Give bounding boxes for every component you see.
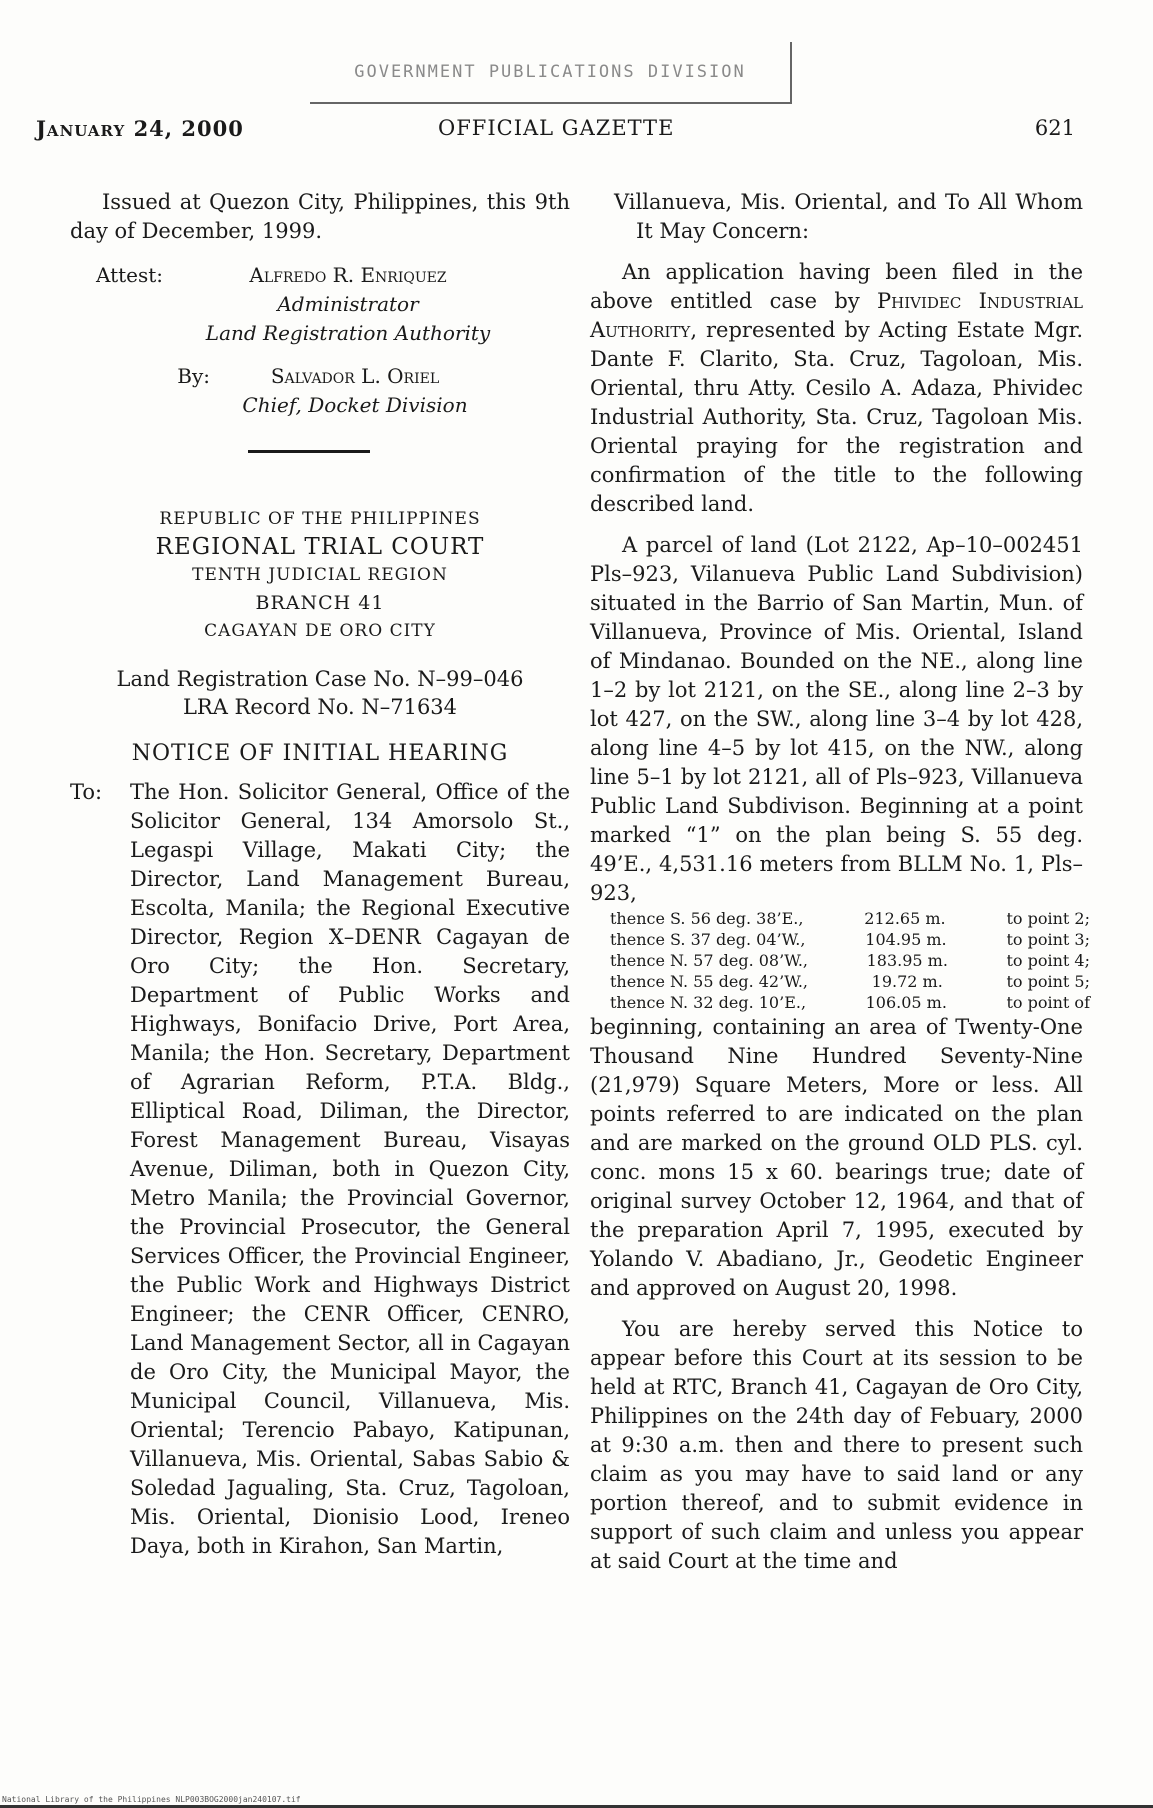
publication-stamp: GOVERNMENT PUBLICATIONS DIVISION xyxy=(310,42,792,104)
by-label: By: xyxy=(177,364,210,388)
by-title: Chief, Docket Division xyxy=(242,393,468,417)
land-description-continued: beginning, containing an area of Twenty-One Thousand Nine Hundred Seventy-Nine (21,979) Square Meters, More or less. All points referred to are indicated on the plan and are marked on the ground OLD PLS. cyl. conc. mons 15 x 60. bearings true; date of original survey October 12, 1964, and that of the preparation April 7, 1995, executed by Yolando V. Abadiano, Jr., Geodetic Engineer and approved on August 20, 1998. xyxy=(590,1015,1083,1300)
addressee-list: The Hon. Solicitor General, Office of the Solicitor General, 134 Amorsolo St., Legaspi Village, Makati City; the Director, Land Management Bureau, Escolta, Manila; the Regional Executive Director, Region X–DENR Cagayan de Oro City; the Hon. Secretary, Department of Public Works and Highways, Bonifacio Drive, Port Area, Manila; the Hon. Secretary, Department of Agrarian Reform, P.T.A. Bldg., Elliptical Road, Diliman, the Director, Forest Management Bureau, Visayas Avenue, Diliman, both in Quezon City, Metro Manila; the Provincial Governor, the Provincial Prosecutor, the General Services Officer, the Provincial Engineer, the Public Work and Highways District Engineer; the CENR Officer, CENRO, Land Management Sector, all in Cagayan de Oro City, the Municipal Mayor, the Municipal Council, Villanueva, Mis. Oriental; Terencio Pabayo, Katipunan, Villanueva, Mis. Oriental, Sabas Sabio & Soledad Jagualing, Sta. Cruz, Tagoloan, Mis. Oriental, Dionisio Lood, Ireneo Daya, both in Kirahon, San Martin, xyxy=(130,780,570,1558)
bearing-line: thence N. 55 deg. 42’W., 19.72 m. to point 5; xyxy=(610,972,1090,991)
applicant-name: Phividec Industrial Authority xyxy=(590,289,1084,342)
lra-record: LRA Record No. N–71634 xyxy=(182,695,458,719)
attest-block xyxy=(70,261,570,348)
issued-statement: Issued at Quezon City, Philippines, this 9th day of December, 1999. xyxy=(70,190,570,243)
court-republic: REPUBLIC OF THE PHILIPPINES xyxy=(159,509,481,529)
left-column xyxy=(70,188,570,1561)
notice-title: NOTICE OF INITIAL HEARING xyxy=(131,741,509,766)
court-name: REGIONAL TRIAL COURT xyxy=(155,534,485,560)
section-divider xyxy=(248,450,370,453)
header-date: January 24, 2000 xyxy=(36,116,244,141)
case-number: Land Registration Case No. N–99–046 xyxy=(116,667,524,691)
application-paragraph xyxy=(590,258,1083,519)
addressee-continuation: Villanueva, Mis. Oriental, and To All Whom It May Concern: xyxy=(614,190,1083,243)
bearing-line: thence S. 37 deg. 04’W., 104.95 m. to point 3; xyxy=(610,930,1090,949)
by-signatory xyxy=(220,362,490,420)
land-description: A parcel of land (Lot 2122, Ap–10–002451 Pls–923, Vilanueva Public Land Subdivision) situated in the Barrio of San Martin, Mun. of Villanueva, Province of Mis. Oriental, Island of Mindanao. Bounded on the NE., along line 1–2 by lot 2121, on the SE., along line 2–3 by lot 427, on the SW., along line 3–4 by lot 428, along line 4–5 by lot 415, on the NW., along line 5–1 by lot 2121, all of Pls–923, Villanueva Public Land Subdivison. Beginning at a point marked “1” on the plan being S. 55 deg. 49’E., 4,531.16 meters from BLLM No. 1, Pls–923, xyxy=(590,533,1083,905)
right-column xyxy=(590,188,1090,1576)
court-branch: BRANCH 41 xyxy=(255,592,385,614)
by-name: Salvador L. Oriel xyxy=(270,364,440,388)
bearings-list xyxy=(610,908,1090,1013)
attest-title: Administrator xyxy=(277,292,419,316)
attest-signatory xyxy=(198,261,498,348)
application-text-b: , represented by Acting Estate Mgr. Dante F. Clarito, Sta. Cruz, Tagoloan, Mis. Oriental, thru Atty. Cesilo A. Adaza, Phividec Industrial Authority, Sta. Cruz, Tagoloan Mis. Oriental praying for the registration and confirmation of the title to the following described land. xyxy=(590,318,1083,516)
attest-label: Attest: xyxy=(96,263,164,287)
scan-footer: National Library of the Philippines NLP003BOG2000jan240107.tif xyxy=(2,1795,301,1804)
attest-agency: Land Registration Authority xyxy=(205,321,491,345)
bearing-line: thence N. 57 deg. 08’W., 183.95 m. to point 4; xyxy=(610,951,1090,970)
bearing-line: thence N. 32 deg. 10’E., 106.05 m. to point of xyxy=(610,993,1090,1012)
addressees xyxy=(70,778,570,1561)
case-numbers xyxy=(70,665,570,721)
attest-name: Alfredo R. Enriquez xyxy=(249,263,447,287)
bearing-line: thence S. 56 deg. 38’E., 212.65 m. to point 2; xyxy=(610,909,1090,928)
court-region: TENTH JUDICIAL REGION xyxy=(192,565,448,585)
court-city: CAGAYAN DE ORO CITY xyxy=(204,621,436,641)
application-text-a: An application having been filed in the above entitled case by xyxy=(590,260,1083,313)
header-title: OFFICIAL GAZETTE xyxy=(438,116,675,140)
to-label: To: xyxy=(70,780,103,804)
hearing-notice-paragraph: You are hereby served this Notice to appear before this Court at its session to be held at RTC, Branch 41, Cagayan de Oro City, Philippines on the 24th day of Febuary, 2000 at 9:30 a.m. then and there to present such claim as you may have to said land or any portion thereof, and to submit evidence in support of such claim and unless you appear at said Court at the time and xyxy=(590,1317,1083,1573)
page-number: 621 xyxy=(1034,116,1075,140)
court-heading xyxy=(70,505,570,645)
by-block xyxy=(70,362,570,420)
